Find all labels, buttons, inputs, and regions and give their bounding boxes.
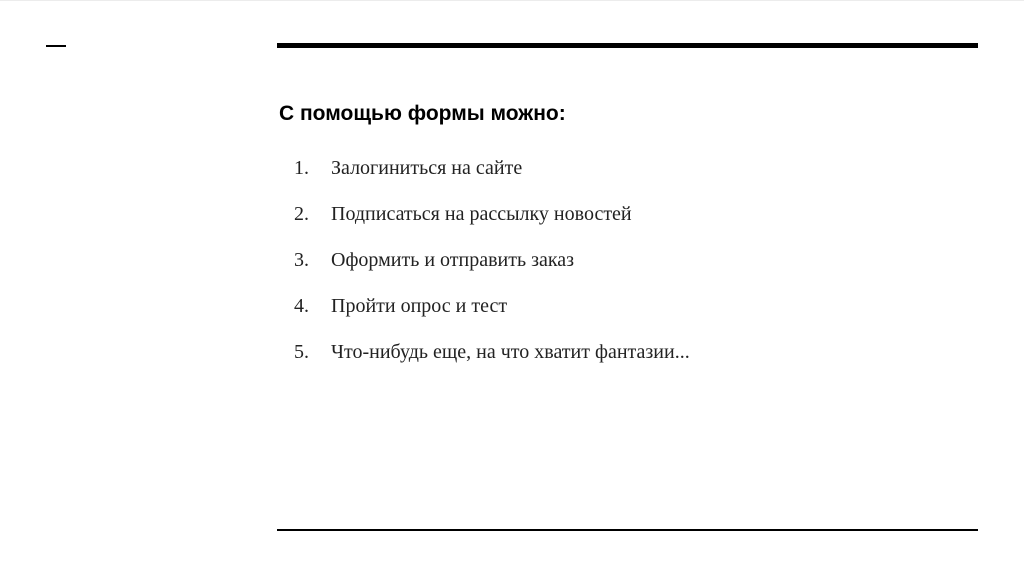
list-item: [294, 203, 690, 249]
list-item: [294, 341, 690, 387]
top-rule: [277, 43, 978, 48]
list-item-text: Оформить и отправить заказ: [331, 249, 575, 271]
list-item-number: 2.: [294, 203, 309, 225]
list-item-number: 5.: [294, 341, 309, 363]
list-item-text: Что-нибудь еще, на что хватит фантазии...: [331, 341, 690, 363]
list-item-text: Пройти опрос и тест: [331, 295, 508, 317]
corner-dash-decoration: [46, 45, 66, 47]
list-item-number: 3.: [294, 249, 309, 271]
slide-heading: С помощью формы можно:: [279, 102, 566, 125]
list-item-text: Подписаться на рассылку новостей: [331, 203, 632, 225]
list-item-number: 4.: [294, 295, 309, 317]
list-item-text: Залогиниться на сайте: [331, 157, 523, 179]
list-item-number: 1.: [294, 157, 309, 179]
list-item: [294, 295, 690, 341]
ordered-list: [294, 157, 690, 387]
bottom-rule: [277, 529, 978, 531]
list-item: [294, 157, 690, 203]
list-item: [294, 249, 690, 295]
